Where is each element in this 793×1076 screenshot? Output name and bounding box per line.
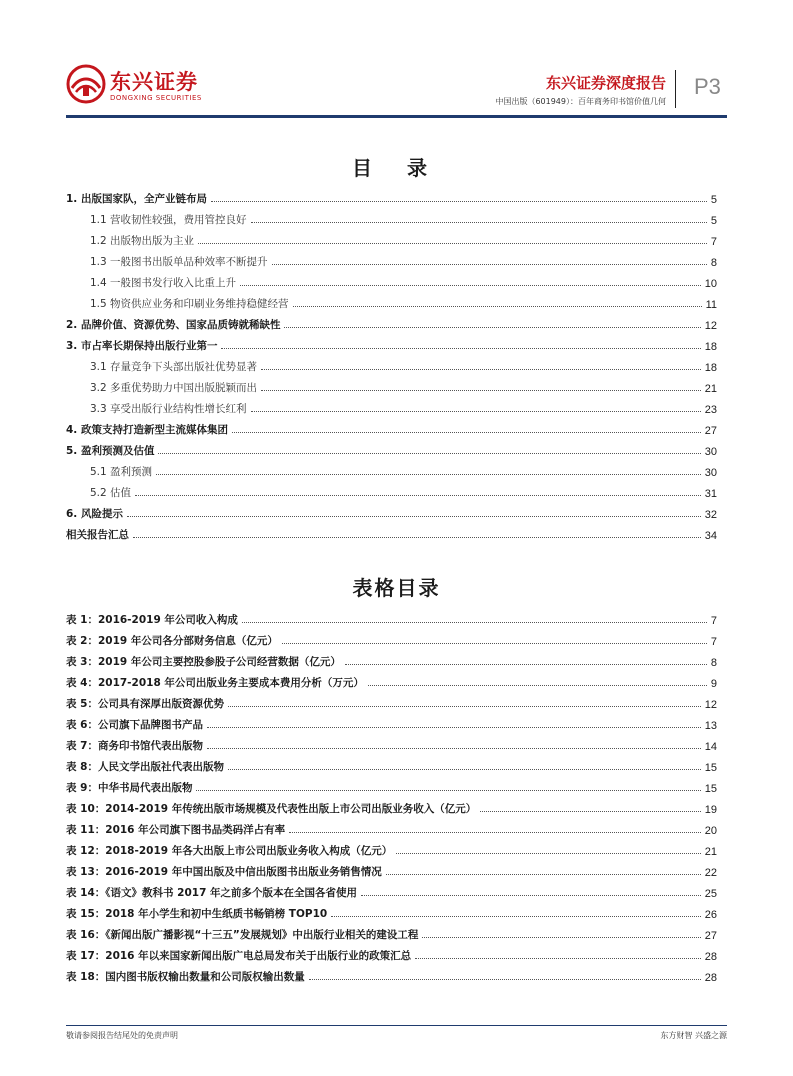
toc-entry-page: 7	[710, 236, 717, 248]
leader-dots	[309, 978, 701, 980]
leader-dots	[240, 284, 701, 286]
table-entry[interactable]	[66, 733, 717, 753]
leader-dots	[331, 915, 701, 917]
toc-entry-label: 1.5 物资供应业务和印刷业务维持稳健经营	[90, 298, 289, 310]
toc-entry[interactable]	[66, 417, 717, 437]
leader-dots	[289, 831, 701, 833]
toc-entry-page: 12	[704, 320, 717, 332]
table-entry-label: 表 8：人民文学出版社代表出版物	[66, 761, 224, 773]
toc-entry-label: 1.3 一般图书出版单品种效率不断提升	[90, 256, 268, 268]
leader-dots	[228, 705, 701, 707]
footer-rule	[66, 1025, 727, 1026]
table-entry-label: 表 16：《新闻出版广播影视“十三五”发展规划》中出版行业相关的建设工程	[66, 929, 419, 941]
leader-dots	[422, 936, 700, 938]
table-entry[interactable]	[66, 754, 717, 774]
table-entry[interactable]	[66, 649, 717, 669]
toc-entry-label: 6. 风险提示	[66, 508, 123, 520]
table-entry-page: 27	[704, 930, 717, 942]
table-entry-page: 15	[704, 762, 717, 774]
toc-entry[interactable]	[66, 312, 717, 332]
table-entry-page: 8	[710, 657, 717, 669]
table-entry-page: 28	[704, 972, 717, 984]
leader-dots	[282, 642, 707, 644]
table-entry[interactable]	[66, 712, 717, 732]
toc-entry-label: 相关报告汇总	[66, 529, 129, 541]
leader-dots	[198, 242, 707, 244]
table-entry-label: 表 1：2016-2019 年公司收入构成	[66, 614, 238, 626]
footer-slogan: 东方财智 兴盛之源	[660, 1031, 727, 1040]
toc-entry[interactable]	[66, 522, 717, 542]
toc-entry-label: 5. 盈利预测及估值	[66, 445, 155, 457]
toc-entry-label: 5.2 估值	[90, 487, 132, 499]
leader-dots	[228, 768, 701, 770]
toc-entry-label: 4. 政策支持打造新型主流媒体集团	[66, 424, 228, 436]
toc-entry[interactable]	[90, 228, 717, 248]
leader-dots	[480, 810, 701, 812]
toc-entry-page: 32	[704, 509, 717, 521]
table-entry-label: 表 6：公司旗下品牌图书产品	[66, 719, 203, 731]
logo-text-cn: 东兴证券	[110, 70, 198, 94]
table-entry-label: 表 17：2016 年以来国家新闻出版广电总局发布关于出版行业的政策汇总	[66, 950, 412, 962]
leader-dots	[232, 431, 701, 433]
leader-dots	[261, 389, 701, 391]
toc-entry[interactable]	[66, 501, 717, 521]
table-entry-label: 表 11：2016 年公司旗下图书品类码洋占有率	[66, 824, 286, 836]
toc-entry-label: 3. 市占率长期保持出版行业第一	[66, 340, 218, 352]
table-entry-label: 表 10：2014-2019 年传统出版市场规模及代表性出版上市公司出版业务收入（亿元）	[66, 803, 477, 815]
table-entry[interactable]	[66, 880, 717, 900]
table-entry-page: 22	[704, 867, 717, 879]
logo-icon	[66, 64, 106, 104]
table-entry[interactable]	[66, 901, 717, 921]
leader-dots	[272, 263, 707, 265]
table-entry-page: 9	[710, 678, 717, 690]
table-entry-page: 7	[710, 615, 717, 627]
toc-entry[interactable]	[90, 459, 717, 479]
toc-entry[interactable]	[90, 291, 717, 311]
toc-entry-page: 5	[710, 194, 717, 206]
table-entry-page: 7	[710, 636, 717, 648]
toc-entry[interactable]	[90, 480, 717, 500]
table-entry-label: 表 7：商务印书馆代表出版物	[66, 740, 203, 752]
table-entry-label: 表 18：国内图书版权输出数量和公司版权输出数量	[66, 971, 305, 983]
table-entry[interactable]	[66, 964, 717, 984]
toc-entry-page: 34	[704, 530, 717, 542]
leader-dots	[293, 305, 702, 307]
toc-entry-label: 1. 出版国家队，全产业链布局	[66, 193, 207, 205]
leader-dots	[135, 494, 701, 496]
toc-entry-page: 21	[704, 383, 717, 395]
table-entry-label: 表 15：2018 年小学生和初中生纸质书畅销榜 TOP10	[66, 908, 328, 920]
table-entry[interactable]	[66, 838, 717, 858]
leader-dots	[196, 789, 700, 791]
header-divider	[675, 70, 676, 108]
table-entry-label: 表 2：2019 年公司各分部财务信息（亿元）	[66, 635, 278, 647]
leader-dots	[221, 347, 700, 349]
leader-dots	[133, 536, 701, 538]
table-entry-label: 表 5：公司具有深厚出版资源优势	[66, 698, 224, 710]
disclaimer-note: 敬请参阅报告结尾处的免责声明	[66, 1031, 178, 1040]
leader-dots	[415, 957, 701, 959]
logo-text-en: DONGXING SECURITIES	[110, 94, 202, 102]
table-entry-page: 14	[704, 741, 717, 753]
table-entry-label: 表 13：2016-2019 年中国出版及中信出版图书出版业务销售情况	[66, 866, 382, 878]
toc-entry-label: 3.2 多重优势助力中国出版脱颖而出	[90, 382, 258, 394]
table-entry[interactable]	[66, 796, 717, 816]
table-entry-page: 20	[704, 825, 717, 837]
leader-dots	[207, 726, 701, 728]
header-rule	[66, 115, 727, 118]
toc-entry-label: 3.1 存量竞争下头部出版社优势显著	[90, 361, 258, 373]
leader-dots	[251, 410, 701, 412]
toc-entry-page: 23	[704, 404, 717, 416]
leader-dots	[345, 663, 707, 665]
toc-entry[interactable]	[66, 438, 717, 458]
company-logo	[66, 64, 206, 108]
table-entry-page: 21	[704, 846, 717, 858]
toc-title: 目 录	[352, 156, 441, 180]
toc-entry-label: 1.2 出版物出版为主业	[90, 235, 195, 247]
toc-entry-page: 30	[704, 446, 717, 458]
toc-entry-page: 18	[704, 362, 717, 374]
table-entry-page: 25	[704, 888, 717, 900]
table-entry-label: 表 9：中华书局代表出版物	[66, 782, 193, 794]
table-entry[interactable]	[66, 943, 717, 963]
table-entry[interactable]	[66, 775, 717, 795]
table-entry-page: 19	[704, 804, 717, 816]
table-entry-label: 表 3：2019 年公司主要控股参股子公司经营数据（亿元）	[66, 656, 341, 668]
table-entry-label: 表 12：2018-2019 年各大出版上市公司出版业务收入构成（亿元）	[66, 845, 393, 857]
tables-title: 表格目录	[352, 576, 441, 600]
table-entry[interactable]	[66, 691, 717, 711]
report-title: 东兴证券深度报告	[545, 74, 666, 92]
leader-dots	[211, 200, 707, 202]
leader-dots	[284, 326, 700, 328]
report-subtitle: 中国出版（601949）：百年商务印书馆价值几何	[495, 97, 666, 106]
table-entry[interactable]	[66, 670, 717, 690]
table-entry-page: 15	[704, 783, 717, 795]
table-entry-page: 26	[704, 909, 717, 921]
leader-dots	[251, 221, 707, 223]
table-entry-page: 28	[704, 951, 717, 963]
table-entry-page: 12	[704, 699, 717, 711]
toc-entry-page: 18	[704, 341, 717, 353]
toc-entry[interactable]	[90, 354, 717, 374]
table-entry[interactable]	[66, 628, 717, 648]
leader-dots	[386, 873, 701, 875]
toc-entry-label: 5.1 盈利预测	[90, 466, 153, 478]
toc-entry[interactable]	[90, 375, 717, 395]
leader-dots	[361, 894, 701, 896]
toc-entry[interactable]	[90, 270, 717, 290]
toc-entry-page: 31	[704, 488, 717, 500]
toc-entry[interactable]	[90, 249, 717, 269]
table-entry-label: 表 4：2017-2018 年公司出版业务主要成本费用分析（万元）	[66, 677, 364, 689]
leader-dots	[158, 452, 700, 454]
leader-dots	[396, 852, 701, 854]
toc-entry-page: 11	[705, 299, 717, 311]
toc-entry-page: 30	[704, 467, 717, 479]
page-number: P3	[694, 74, 721, 99]
toc-entry[interactable]	[90, 396, 717, 416]
toc-entry-page: 27	[704, 425, 717, 437]
leader-dots	[156, 473, 701, 475]
toc-entry[interactable]	[66, 333, 717, 353]
leader-dots	[207, 747, 701, 749]
leader-dots	[261, 368, 701, 370]
toc-entry-page: 10	[704, 278, 717, 290]
leader-dots	[127, 515, 701, 517]
toc-entry-label: 1.1 营收韧性较强，费用管控良好	[90, 214, 247, 226]
toc-entry-label: 2. 品牌价值、资源优势、国家品质铸就稀缺性	[66, 319, 281, 331]
toc-entry-label: 3.3 享受出版行业结构性增长红利	[90, 403, 247, 415]
table-entry-label: 表 14：《语文》教科书 2017 年之前多个版本在全国各省使用	[66, 887, 358, 899]
leader-dots	[242, 621, 707, 623]
toc-entry[interactable]	[66, 186, 717, 206]
toc-entry-page: 8	[710, 257, 717, 269]
table-entry[interactable]	[66, 817, 717, 837]
toc-entry-label: 1.4 一般图书发行收入比重上升	[90, 277, 237, 289]
table-entry-page: 13	[704, 720, 717, 732]
table-entry[interactable]	[66, 607, 717, 627]
table-entry[interactable]	[66, 859, 717, 879]
leader-dots	[368, 684, 707, 686]
toc-entry-page: 5	[710, 215, 717, 227]
toc-entry[interactable]	[90, 207, 717, 227]
table-entry[interactable]	[66, 922, 717, 942]
